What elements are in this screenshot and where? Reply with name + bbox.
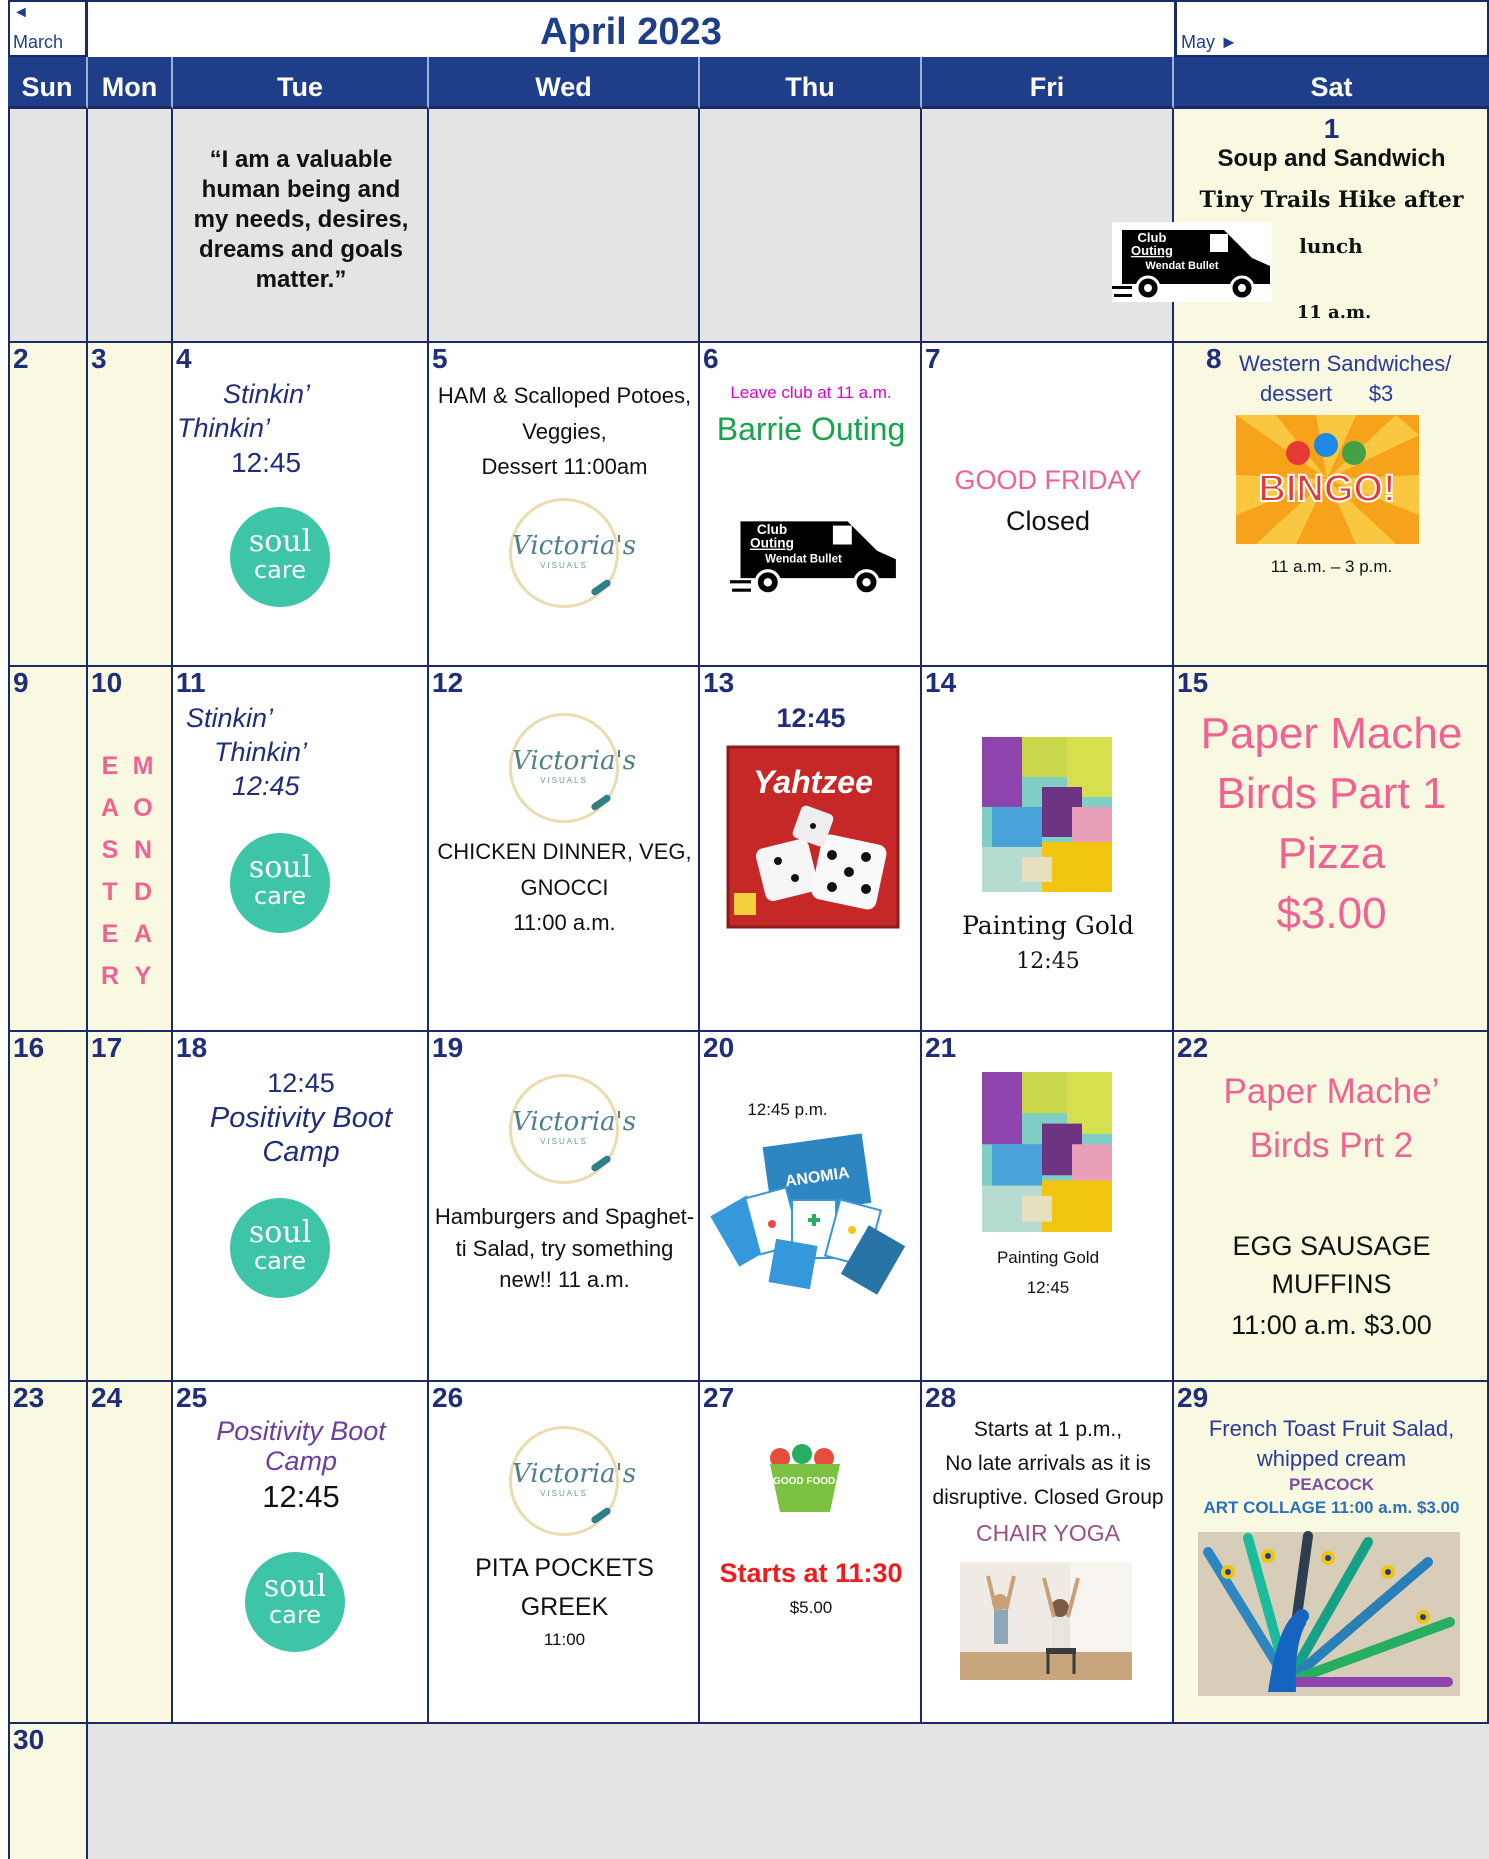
event-detail: GNOCCI bbox=[520, 875, 609, 900]
event-time: 11:00 bbox=[543, 1630, 586, 1649]
day-header-mon: Mon bbox=[88, 57, 173, 109]
event-title: Thinkin’ bbox=[214, 737, 308, 767]
quote-text: “I am a valuable human being and my needs, desires, dreams and goals matter.” bbox=[193, 146, 409, 293]
event-title: GOOD FRIDAY bbox=[954, 465, 1142, 495]
day-cell-apr-30[interactable] bbox=[8, 1724, 88, 1859]
day-cell-apr-18[interactable] bbox=[173, 1032, 429, 1382]
day-cell-apr-19[interactable] bbox=[429, 1032, 700, 1382]
day-cell-apr-6[interactable] bbox=[700, 343, 922, 667]
victorias-visuals-logo bbox=[509, 1074, 637, 1184]
event-detail: Tiny Trails Hike after bbox=[1199, 187, 1464, 213]
letter: E bbox=[101, 752, 119, 780]
soul-care-logo bbox=[245, 1552, 345, 1652]
day-cell-apr-26[interactable] bbox=[429, 1382, 700, 1724]
event-time: 12:45 bbox=[262, 1479, 340, 1514]
event-title: Soup and Sandwich bbox=[1217, 145, 1446, 172]
good-food-box-logo bbox=[750, 1444, 860, 1519]
event-title: Paper Mache’ bbox=[1223, 1072, 1440, 1111]
logo-text: care bbox=[253, 1247, 306, 1275]
event-title: PEACOCK bbox=[1288, 1475, 1374, 1494]
logo-text: Victoria's bbox=[512, 746, 637, 776]
letter: A bbox=[101, 794, 120, 822]
day-number: 28 bbox=[925, 1382, 957, 1413]
brush-icon bbox=[590, 793, 612, 811]
van-text: Club bbox=[756, 522, 788, 537]
event-detail: Pizza bbox=[1277, 829, 1386, 878]
victorias-visuals-logo bbox=[509, 713, 637, 823]
event-detail: Hamburgers and Spaghet- bbox=[434, 1204, 695, 1229]
van-text: Outing bbox=[750, 535, 794, 551]
event-time: ART COLLAGE 11:00 a.m. $3.00 bbox=[1203, 1498, 1460, 1517]
day-header-wed: Wed bbox=[429, 57, 700, 109]
letter: D bbox=[133, 878, 153, 906]
day-number: 8 bbox=[1206, 343, 1222, 374]
victorias-visuals-logo bbox=[509, 1426, 637, 1536]
logo-text: soul bbox=[248, 1215, 312, 1250]
day-number: 9 bbox=[13, 667, 29, 698]
van-text: Club bbox=[1137, 230, 1167, 245]
day-cell-apr-23[interactable] bbox=[8, 1382, 88, 1724]
soul-care-logo bbox=[230, 507, 330, 607]
yahtzee-text: Yahtzee bbox=[753, 764, 873, 800]
letter: M bbox=[132, 752, 154, 780]
event-title: Barrie Outing bbox=[716, 411, 906, 447]
soul-care-logo bbox=[230, 1198, 330, 1298]
day-header-sun: Sun bbox=[8, 57, 88, 109]
logo-text: Victoria's bbox=[512, 1107, 637, 1137]
event-time: 12:45 bbox=[1026, 1278, 1070, 1297]
event-time: 12:45 bbox=[267, 1068, 335, 1098]
day-cell-empty bbox=[173, 109, 429, 343]
day-header-sat: Sat bbox=[1174, 57, 1489, 109]
letter: S bbox=[101, 836, 119, 864]
logo-text: soul bbox=[248, 850, 312, 885]
day-cell-apr-4[interactable] bbox=[173, 343, 429, 667]
event-title: Western Sandwiches/ bbox=[1239, 351, 1452, 376]
day-number: 10 bbox=[91, 667, 123, 698]
event-detail: MUFFINS bbox=[1271, 1269, 1392, 1299]
day-number: 24 bbox=[91, 1382, 123, 1413]
day-cell-apr-17[interactable] bbox=[88, 1032, 173, 1382]
day-cell-empty bbox=[429, 109, 700, 343]
event-title: Thinkin’ bbox=[177, 413, 271, 443]
van-text: Wendat Bullet bbox=[1145, 260, 1219, 272]
day-cell-apr-25[interactable] bbox=[173, 1382, 429, 1724]
day-number: 30 bbox=[13, 1724, 45, 1755]
prev-month-label: March bbox=[13, 32, 64, 52]
day-cell-apr-10[interactable] bbox=[88, 667, 173, 1032]
day-number: 12 bbox=[432, 667, 464, 698]
day-cell-apr-5[interactable] bbox=[429, 343, 700, 667]
event-title: Painting Gold bbox=[962, 911, 1134, 940]
day-cell-apr-9[interactable] bbox=[8, 667, 88, 1032]
day-number: 16 bbox=[13, 1032, 45, 1063]
day-cell-apr-22[interactable] bbox=[1174, 1032, 1489, 1382]
event-detail: CHICKEN DINNER, VEG, bbox=[437, 839, 692, 864]
event-title: French Toast Fruit Salad, bbox=[1208, 1416, 1455, 1441]
event-detail: Dessert 11:00am bbox=[481, 454, 648, 479]
letter: T bbox=[102, 878, 118, 906]
bingo-image bbox=[1236, 415, 1419, 544]
month-title: April 2023 bbox=[88, 0, 1174, 57]
peacock-collage-image bbox=[1198, 1532, 1460, 1696]
club-outing-van-icon bbox=[730, 513, 898, 597]
soul-care-logo bbox=[230, 833, 330, 933]
event-detail: No late arrivals as it is bbox=[945, 1452, 1151, 1475]
day-cell-empty bbox=[88, 109, 173, 343]
day-cell-apr-21[interactable] bbox=[922, 1032, 1174, 1382]
day-number: 13 bbox=[703, 667, 735, 698]
van-text: Outing bbox=[1131, 243, 1173, 258]
logo-text: soul bbox=[248, 524, 312, 559]
event-detail: disruptive. Closed Group bbox=[932, 1486, 1164, 1509]
day-number: 6 bbox=[703, 343, 719, 374]
painting-gold-image bbox=[982, 737, 1112, 892]
logo-text: care bbox=[253, 882, 306, 910]
day-cell-apr-7[interactable] bbox=[922, 343, 1174, 667]
letter: N bbox=[133, 836, 153, 864]
day-cell-empty bbox=[88, 1724, 1489, 1859]
event-time: 11:00 a.m. bbox=[513, 910, 616, 935]
event-title: Birds Prt 2 bbox=[1249, 1126, 1414, 1165]
event-detail: Closed bbox=[1005, 506, 1091, 536]
event-time: 12:45 bbox=[776, 703, 846, 733]
day-cell-apr-2[interactable] bbox=[8, 343, 88, 667]
easter-vertical-text bbox=[101, 745, 119, 997]
logo-text: VISUALS bbox=[540, 1137, 588, 1146]
event-time: 12:45 bbox=[231, 447, 302, 478]
day-number: 23 bbox=[13, 1382, 45, 1413]
day-number: 11 bbox=[176, 667, 206, 698]
day-number: 25 bbox=[176, 1382, 208, 1413]
day-number: 26 bbox=[432, 1382, 464, 1413]
day-cell-apr-8[interactable] bbox=[1174, 343, 1489, 667]
event-title: Painting Gold bbox=[996, 1248, 1100, 1267]
event-detail: EGG SAUSAGE bbox=[1232, 1231, 1431, 1261]
foodbox-text: THE GOOD FOOD BOX bbox=[750, 1476, 860, 1487]
event-detail: ti Salad, try something bbox=[455, 1236, 674, 1261]
day-cell-apr-13[interactable] bbox=[700, 667, 922, 1032]
day-header-thu: Thu bbox=[700, 57, 922, 109]
painting-gold-image bbox=[982, 1072, 1112, 1232]
day-cell-apr-15[interactable] bbox=[1174, 667, 1489, 1032]
day-number: 1 bbox=[1323, 113, 1340, 144]
letter: R bbox=[101, 962, 120, 990]
event-title: CHAIR YOGA bbox=[976, 1520, 1120, 1546]
event-detail: HAM & Scalloped Potoes, bbox=[437, 383, 692, 408]
day-number: 14 bbox=[925, 667, 957, 698]
left-arrow-icon: ◄ bbox=[13, 4, 29, 21]
victorias-visuals-logo bbox=[509, 498, 637, 608]
logo-text: VISUALS bbox=[540, 561, 588, 570]
event-title: Positivity Boot bbox=[216, 1416, 386, 1446]
anomia-cards-image bbox=[712, 1132, 902, 1292]
brush-icon bbox=[590, 1154, 612, 1172]
brush-icon bbox=[590, 578, 612, 596]
letter: Y bbox=[134, 962, 152, 990]
chair-yoga-photo bbox=[960, 1562, 1132, 1680]
day-cell-apr-29[interactable] bbox=[1174, 1382, 1489, 1724]
day-cell-apr-28[interactable] bbox=[922, 1382, 1174, 1724]
day-number: 19 bbox=[432, 1032, 464, 1063]
day-number: 20 bbox=[703, 1032, 735, 1063]
day-cell-apr-24[interactable] bbox=[88, 1382, 173, 1724]
day-number: 21 bbox=[925, 1032, 957, 1063]
event-detail: whipped cream bbox=[1256, 1446, 1407, 1471]
logo-text: Victoria's bbox=[512, 1459, 637, 1489]
event-title: PITA POCKETS bbox=[475, 1554, 654, 1582]
event-time: 11:00 a.m. $3.00 bbox=[1231, 1310, 1432, 1340]
next-month-link[interactable] bbox=[1174, 0, 1489, 57]
brush-icon bbox=[590, 1506, 612, 1524]
letter: O bbox=[133, 794, 153, 822]
event-title: Starts at 11:30 bbox=[719, 1558, 903, 1588]
day-cell-apr-14[interactable] bbox=[922, 667, 1174, 1032]
day-number: 4 bbox=[176, 343, 192, 374]
event-time: 11 a.m. bbox=[1296, 302, 1372, 323]
event-title: Birds Part 1 bbox=[1216, 769, 1447, 818]
logo-text: care bbox=[268, 1601, 321, 1629]
logo-text: soul bbox=[263, 1569, 327, 1604]
day-number: 17 bbox=[91, 1032, 123, 1063]
event-title: Positivity Boot bbox=[209, 1102, 393, 1134]
day-number: 7 bbox=[925, 343, 941, 374]
logo-text: Victoria's bbox=[512, 531, 637, 561]
day-cell-empty bbox=[700, 109, 922, 343]
day-number: 3 bbox=[91, 343, 107, 374]
day-number: 18 bbox=[176, 1032, 208, 1063]
day-cell-apr-20[interactable] bbox=[700, 1032, 922, 1382]
day-number: 27 bbox=[703, 1382, 735, 1413]
event-detail: new!! 11 a.m. bbox=[499, 1267, 630, 1292]
logo-text: care bbox=[253, 556, 306, 584]
van-text: Wendat Bullet bbox=[765, 553, 842, 566]
event-price: $3.00 bbox=[1276, 889, 1387, 938]
logo-text: VISUALS bbox=[540, 1489, 588, 1498]
day-header-tue: Tue bbox=[173, 57, 429, 109]
day-cell-apr-16[interactable] bbox=[8, 1032, 88, 1382]
yahtzee-box-image bbox=[720, 743, 916, 933]
event-detail: dessert $3 bbox=[1260, 381, 1394, 406]
event-price: $5.00 bbox=[789, 1598, 833, 1617]
day-cell-apr-3[interactable] bbox=[88, 343, 173, 667]
event-time: 12:45 p.m. bbox=[747, 1100, 828, 1119]
event-title: Stinkin’ bbox=[186, 703, 274, 733]
letter: E bbox=[101, 920, 119, 948]
event-title: Paper Mache bbox=[1200, 709, 1463, 758]
event-detail: Veggies, bbox=[522, 419, 607, 444]
day-number: 2 bbox=[13, 343, 29, 374]
day-number: 15 bbox=[1177, 667, 1209, 698]
day-cell-apr-12[interactable] bbox=[429, 667, 700, 1032]
event-time: 11 a.m. – 3 p.m. bbox=[1270, 557, 1393, 576]
event-title: Stinkin’ bbox=[223, 379, 311, 409]
day-number: 22 bbox=[1177, 1032, 1209, 1063]
event-time: 12:45 bbox=[232, 771, 300, 801]
letter: A bbox=[133, 920, 153, 948]
day-cell-empty bbox=[8, 109, 88, 343]
prev-month-link[interactable] bbox=[8, 0, 88, 57]
day-number: 5 bbox=[432, 343, 448, 374]
day-cell-apr-27[interactable] bbox=[700, 1382, 922, 1724]
day-cell-apr-11[interactable] bbox=[173, 667, 429, 1032]
event-detail: Starts at 1 p.m., bbox=[973, 1418, 1123, 1441]
event-title: Camp bbox=[264, 1446, 338, 1476]
event-note: Leave club at 11 a.m. bbox=[730, 383, 892, 402]
event-title: Camp bbox=[262, 1136, 340, 1168]
event-title: GREEK bbox=[520, 1593, 609, 1621]
monday-vertical-text bbox=[132, 745, 154, 997]
club-outing-van-icon bbox=[1112, 222, 1272, 302]
next-month-label: May ► bbox=[1181, 32, 1238, 52]
logo-text: VISUALS bbox=[540, 776, 588, 785]
event-detail: lunch bbox=[1299, 234, 1363, 258]
day-number: 29 bbox=[1177, 1382, 1209, 1413]
bingo-text: BINGO! bbox=[1258, 468, 1396, 510]
day-header-fri: Fri bbox=[922, 57, 1174, 109]
event-time: 12:45 bbox=[1016, 949, 1080, 974]
anomia-text: ANOMIA bbox=[784, 1164, 851, 1191]
